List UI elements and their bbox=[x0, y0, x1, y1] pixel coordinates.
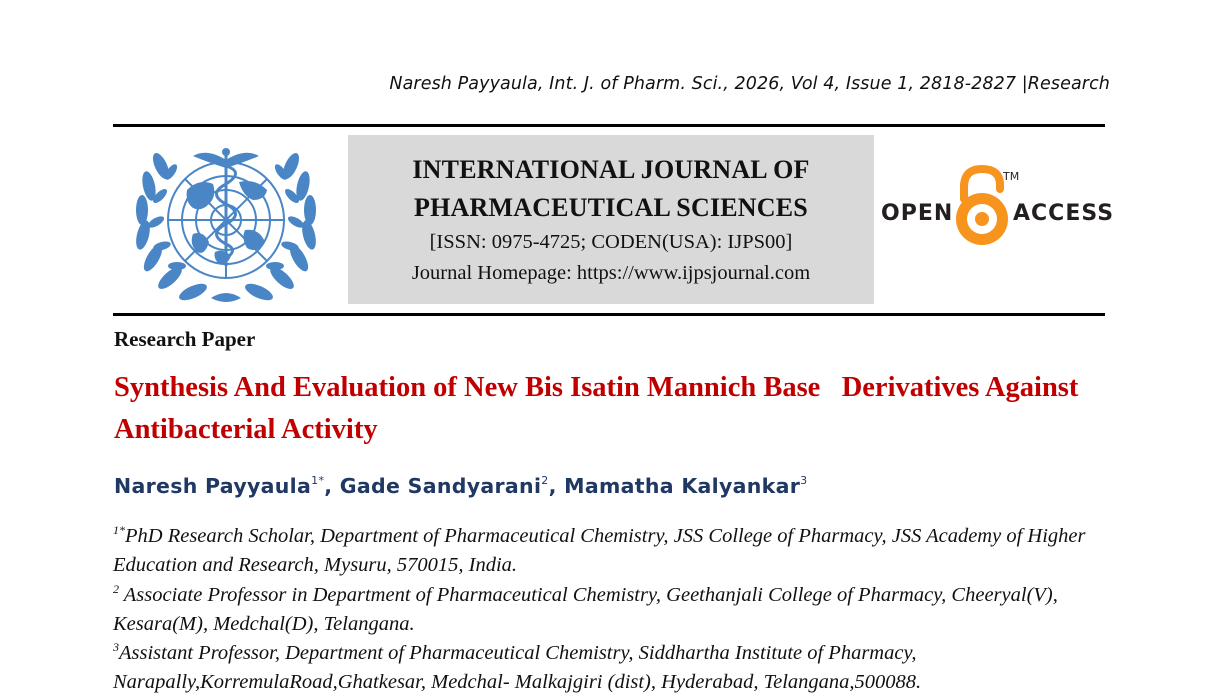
journal-issn: [ISSN: 0975-4725; CODEN(USA): IJPS00] bbox=[429, 231, 793, 253]
journal-title bbox=[348, 151, 874, 227]
author-affiliation-marker: 1* bbox=[311, 474, 325, 487]
journal-title-line2: PHARMACEUTICAL SCIENCES bbox=[414, 193, 808, 222]
affiliation-text: PhD Research Scholar, Department of Pharmaceutical Chemistry, JSS College of Pharmacy, JSS Academy of Higher Education and Research, Mysuru, 570015, India. bbox=[113, 525, 1086, 577]
paper-title: Synthesis And Evaluation of New Bis Isatin Mannich Base Derivatives Against Antibacterial Activity bbox=[114, 372, 1084, 445]
affiliation-item bbox=[113, 581, 1113, 640]
author-separator: , bbox=[548, 474, 565, 498]
author-affiliation-marker: 3 bbox=[800, 474, 808, 487]
author-name: Mamatha Kalyankar bbox=[564, 474, 801, 498]
author-name: Naresh Payyaula bbox=[114, 474, 312, 498]
paper-type-label: Research Paper bbox=[114, 327, 256, 351]
affiliation-marker: 1* bbox=[113, 523, 125, 537]
open-access-word-access: ACCESS bbox=[1013, 201, 1115, 226]
open-access-word-open: OPEN bbox=[881, 201, 954, 226]
affiliation-marker: 3 bbox=[113, 640, 119, 655]
journal-masthead-box bbox=[348, 135, 874, 304]
journal-homepage: Journal Homepage: https://www.ijpsjournal.com bbox=[411, 262, 811, 284]
affiliation-text: Assistant Professor, Department of Pharmaceutical Chemistry, Siddhartha Institute of Pharmacy, Narapally,KorremulaRoad,Ghatkesar, Medchal- Malkajgiri (dist), Hyderabad, Telangana,500088. bbox=[113, 642, 922, 694]
un-emblem-icon bbox=[127, 138, 325, 306]
affiliation-text: Associate Professor in Department of Pharmaceutical Chemistry, Geethanjali College of Pharmacy, Cheeryal(V), Kesara(M), Medchal(D), Telangana. bbox=[113, 583, 1058, 635]
author-separator: , bbox=[324, 474, 340, 498]
affiliation-item bbox=[113, 522, 1113, 581]
affiliation-marker: 2 bbox=[113, 581, 119, 596]
author-list bbox=[114, 474, 807, 498]
affiliation-item bbox=[113, 639, 1113, 698]
masthead-top-rule bbox=[113, 124, 1105, 127]
affiliation-list bbox=[113, 522, 1113, 698]
open-access-trademark: TM bbox=[1003, 170, 1020, 183]
masthead-bottom-rule bbox=[113, 313, 1105, 316]
running-header: Naresh Payyaula, Int. J. of Pharm. Sci., 2026, Vol 4, Issue 1, 2818-2827 |Research bbox=[389, 74, 1110, 94]
author-name: Gade Sandyarani bbox=[339, 474, 542, 498]
author-affiliation-marker: 2 bbox=[541, 474, 549, 487]
journal-title-line1: INTERNATIONAL JOURNAL OF bbox=[412, 155, 810, 184]
